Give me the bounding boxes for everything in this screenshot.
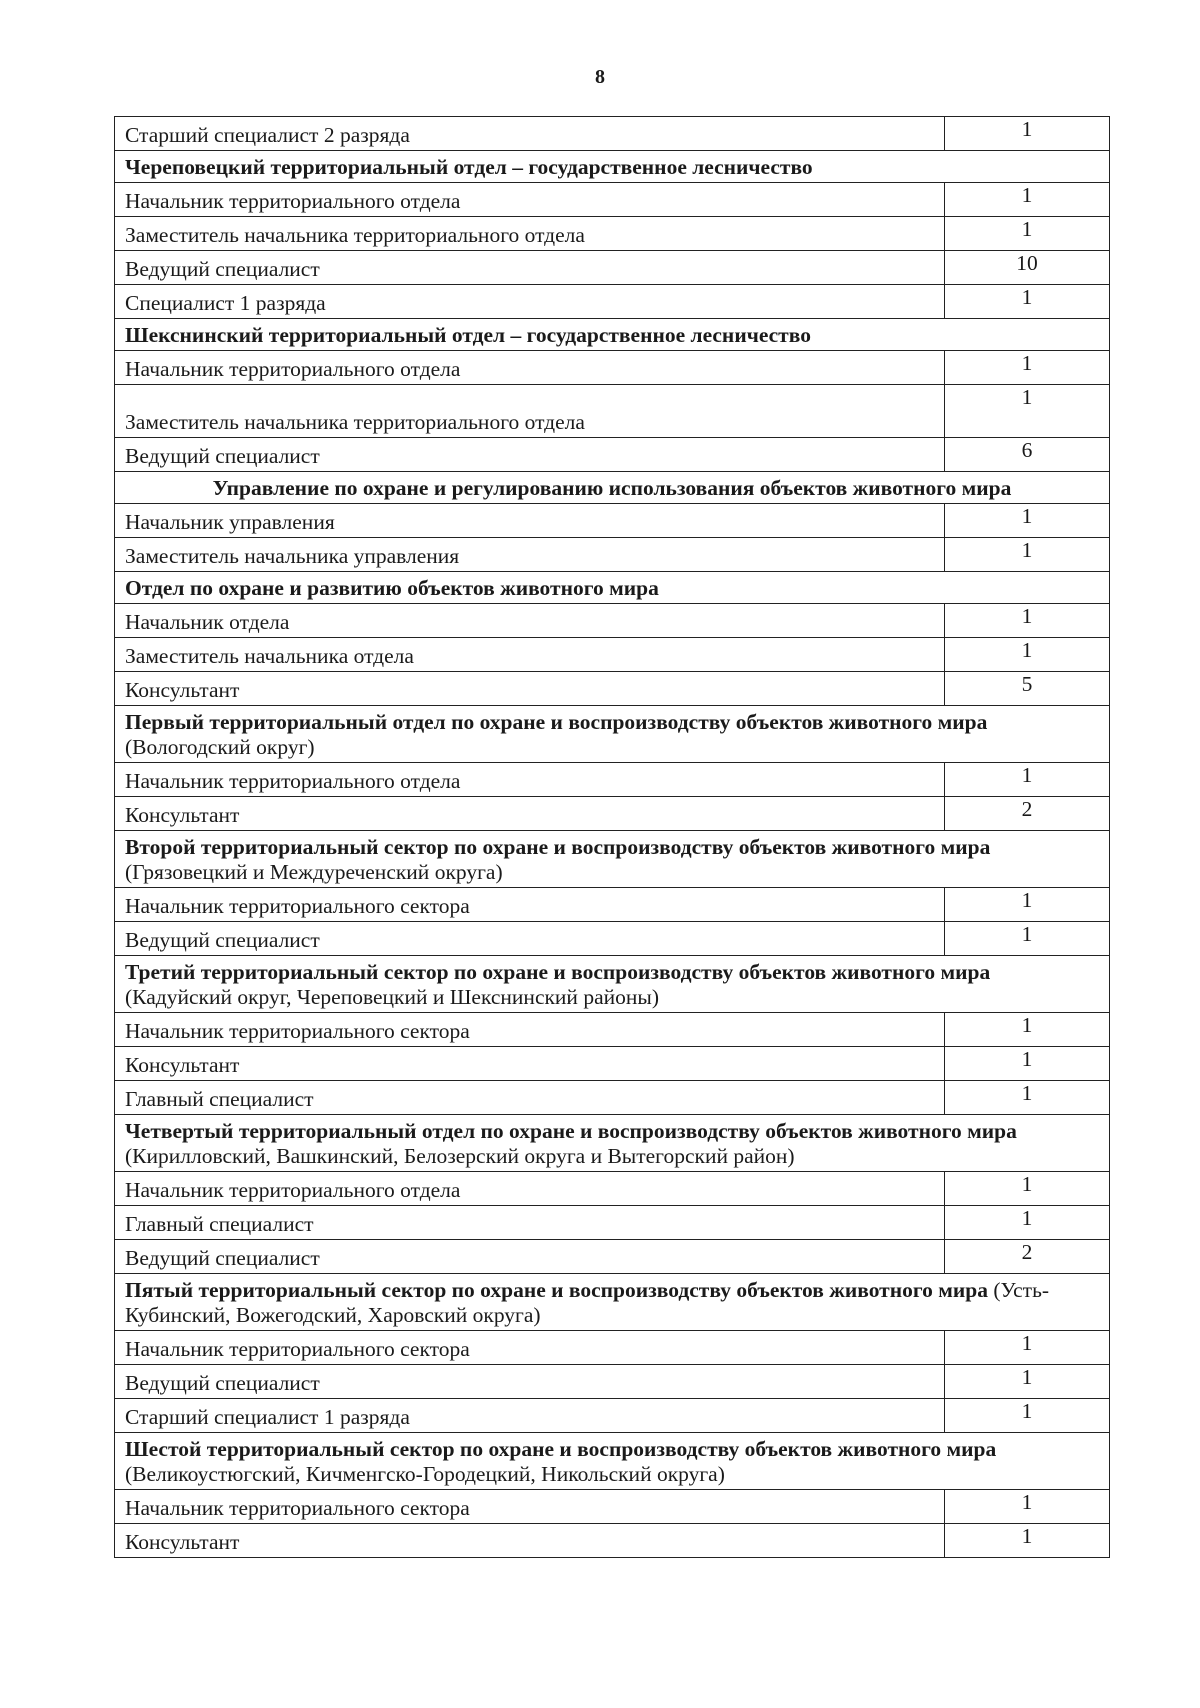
position-count: 1 xyxy=(945,1524,1110,1558)
position-count: 1 xyxy=(945,1490,1110,1524)
section-header-cell xyxy=(115,831,1110,888)
position-count: 1 xyxy=(945,385,1110,438)
section-area: (Кадуйский округ, Череповецкий и Шекснинский районы) xyxy=(125,985,659,1009)
position-row xyxy=(115,1047,1110,1081)
position-count: 1 xyxy=(945,1047,1110,1081)
position-row xyxy=(115,285,1110,319)
position-count: 1 xyxy=(945,351,1110,385)
position-row xyxy=(115,1013,1110,1047)
position-count: 5 xyxy=(945,672,1110,706)
position-name: Ведущий специалист xyxy=(115,922,945,956)
position-row xyxy=(115,604,1110,638)
position-count: 1 xyxy=(945,638,1110,672)
position-count: 1 xyxy=(945,1206,1110,1240)
section-header-row xyxy=(115,831,1110,888)
position-row xyxy=(115,1490,1110,1524)
position-row xyxy=(115,183,1110,217)
position-name: Начальник территориального отдела xyxy=(115,763,945,797)
position-row xyxy=(115,1206,1110,1240)
position-count: 1 xyxy=(945,604,1110,638)
position-name: Главный специалист xyxy=(115,1206,945,1240)
position-row xyxy=(115,504,1110,538)
section-header-cell xyxy=(115,1433,1110,1490)
section-title: Шестой территориальный сектор по охране и воспроизводству объектов животного мира xyxy=(125,1437,997,1461)
position-row xyxy=(115,672,1110,706)
position-count: 10 xyxy=(945,251,1110,285)
position-name: Заместитель начальника территориального отдела xyxy=(115,217,945,251)
position-count: 1 xyxy=(945,1365,1110,1399)
position-name: Консультант xyxy=(115,672,945,706)
position-row xyxy=(115,217,1110,251)
staff-table xyxy=(114,116,1110,1558)
section-header-cell xyxy=(115,319,1110,351)
position-row xyxy=(115,922,1110,956)
section-header-row xyxy=(115,472,1110,504)
position-row xyxy=(115,1365,1110,1399)
page-number: 8 xyxy=(595,66,605,88)
section-area: (Усть-Кубинский, Вожегодский, Харовский округа) xyxy=(125,1278,1050,1327)
section-title: Четвертый территориальный отдел по охране и воспроизводству объектов животного мира xyxy=(125,1119,1017,1143)
section-title: Управление по охране и регулированию использования объектов животного мира xyxy=(212,476,1012,500)
position-count: 1 xyxy=(945,538,1110,572)
position-row xyxy=(115,1399,1110,1433)
position-name: Ведущий специалист xyxy=(115,251,945,285)
position-count: 1 xyxy=(945,922,1110,956)
position-count: 1 xyxy=(945,763,1110,797)
position-count: 1 xyxy=(945,1081,1110,1115)
section-header-row xyxy=(115,1433,1110,1490)
section-area: (Грязовецкий и Междуреченский округа) xyxy=(125,860,503,884)
position-count: 1 xyxy=(945,217,1110,251)
position-name: Начальник территориального отдела xyxy=(115,351,945,385)
position-count: 1 xyxy=(945,183,1110,217)
section-area: (Великоустюгский, Кичменгско-Городецкий, Никольский округа) xyxy=(125,1462,725,1486)
position-count: 1 xyxy=(945,1331,1110,1365)
position-count: 2 xyxy=(945,797,1110,831)
position-row xyxy=(115,351,1110,385)
position-name: Начальник территориального сектора xyxy=(115,1331,945,1365)
position-count: 1 xyxy=(945,1399,1110,1433)
position-name: Заместитель начальника управления xyxy=(115,538,945,572)
section-title: Череповецкий территориальный отдел – государственное лесничество xyxy=(125,155,813,179)
position-name: Заместитель начальника отдела xyxy=(115,638,945,672)
position-name: Консультант xyxy=(115,1047,945,1081)
section-header-cell xyxy=(115,706,1110,763)
position-name: Начальник территориального отдела xyxy=(115,1172,945,1206)
position-name: Начальник отдела xyxy=(115,604,945,638)
section-header-cell xyxy=(115,572,1110,604)
position-row xyxy=(115,888,1110,922)
section-header-row xyxy=(115,319,1110,351)
section-area: (Кирилловский, Вашкинский, Белозерский округа и Вытегорский район) xyxy=(125,1144,795,1168)
position-row xyxy=(115,1240,1110,1274)
section-header-cell xyxy=(115,472,1110,504)
position-count: 1 xyxy=(945,117,1110,151)
position-row xyxy=(115,1081,1110,1115)
position-count: 1 xyxy=(945,888,1110,922)
section-header-cell xyxy=(115,1115,1110,1172)
section-title: Первый территориальный отдел по охране и воспроизводству объектов животного мира xyxy=(125,710,988,734)
section-header-row xyxy=(115,706,1110,763)
position-count: 2 xyxy=(945,1240,1110,1274)
position-name: Специалист 1 разряда xyxy=(115,285,945,319)
position-row xyxy=(115,1331,1110,1365)
section-header-row xyxy=(115,151,1110,183)
position-row xyxy=(115,1524,1110,1558)
position-name: Ведущий специалист xyxy=(115,1240,945,1274)
position-name: Начальник территориального отдела xyxy=(115,183,945,217)
section-header-cell xyxy=(115,151,1110,183)
section-header-row xyxy=(115,1115,1110,1172)
position-row xyxy=(115,797,1110,831)
position-name: Ведущий специалист xyxy=(115,438,945,472)
position-name: Начальник управления xyxy=(115,504,945,538)
section-area: (Вологодский округ) xyxy=(125,735,315,759)
position-count: 6 xyxy=(945,438,1110,472)
staff-table-body xyxy=(115,117,1110,1558)
section-title: Третий территориальный сектор по охране и воспроизводству объектов животного мира xyxy=(125,960,991,984)
section-title: Шекснинский территориальный отдел – государственное лесничество xyxy=(125,323,811,347)
section-header-cell xyxy=(115,956,1110,1013)
section-title: Отдел по охране и развитию объектов животного мира xyxy=(125,576,659,600)
section-title: Второй территориальный сектор по охране и воспроизводству объектов животного мира xyxy=(125,835,991,859)
position-name: Заместитель начальника территориального отдела xyxy=(115,385,945,438)
position-name: Начальник территориального сектора xyxy=(115,1013,945,1047)
position-row xyxy=(115,251,1110,285)
section-header-row xyxy=(115,572,1110,604)
position-row xyxy=(115,385,1110,438)
section-title: Пятый территориальный сектор по охране и воспроизводству объектов животного мира xyxy=(125,1278,988,1302)
position-name: Старший специалист 1 разряда xyxy=(115,1399,945,1433)
section-header-row xyxy=(115,1274,1110,1331)
position-name: Начальник территориального сектора xyxy=(115,888,945,922)
position-row xyxy=(115,1172,1110,1206)
position-name: Главный специалист xyxy=(115,1081,945,1115)
position-row xyxy=(115,638,1110,672)
position-row xyxy=(115,438,1110,472)
position-count: 1 xyxy=(945,285,1110,319)
position-name: Консультант xyxy=(115,797,945,831)
section-header-row xyxy=(115,956,1110,1013)
position-name: Ведущий специалист xyxy=(115,1365,945,1399)
position-row xyxy=(115,538,1110,572)
position-count: 1 xyxy=(945,1013,1110,1047)
position-name: Старший специалист 2 разряда xyxy=(115,117,945,151)
position-row xyxy=(115,117,1110,151)
position-count: 1 xyxy=(945,504,1110,538)
position-count: 1 xyxy=(945,1172,1110,1206)
position-row xyxy=(115,763,1110,797)
position-name: Консультант xyxy=(115,1524,945,1558)
section-header-cell xyxy=(115,1274,1110,1331)
position-name: Начальник территориального сектора xyxy=(115,1490,945,1524)
